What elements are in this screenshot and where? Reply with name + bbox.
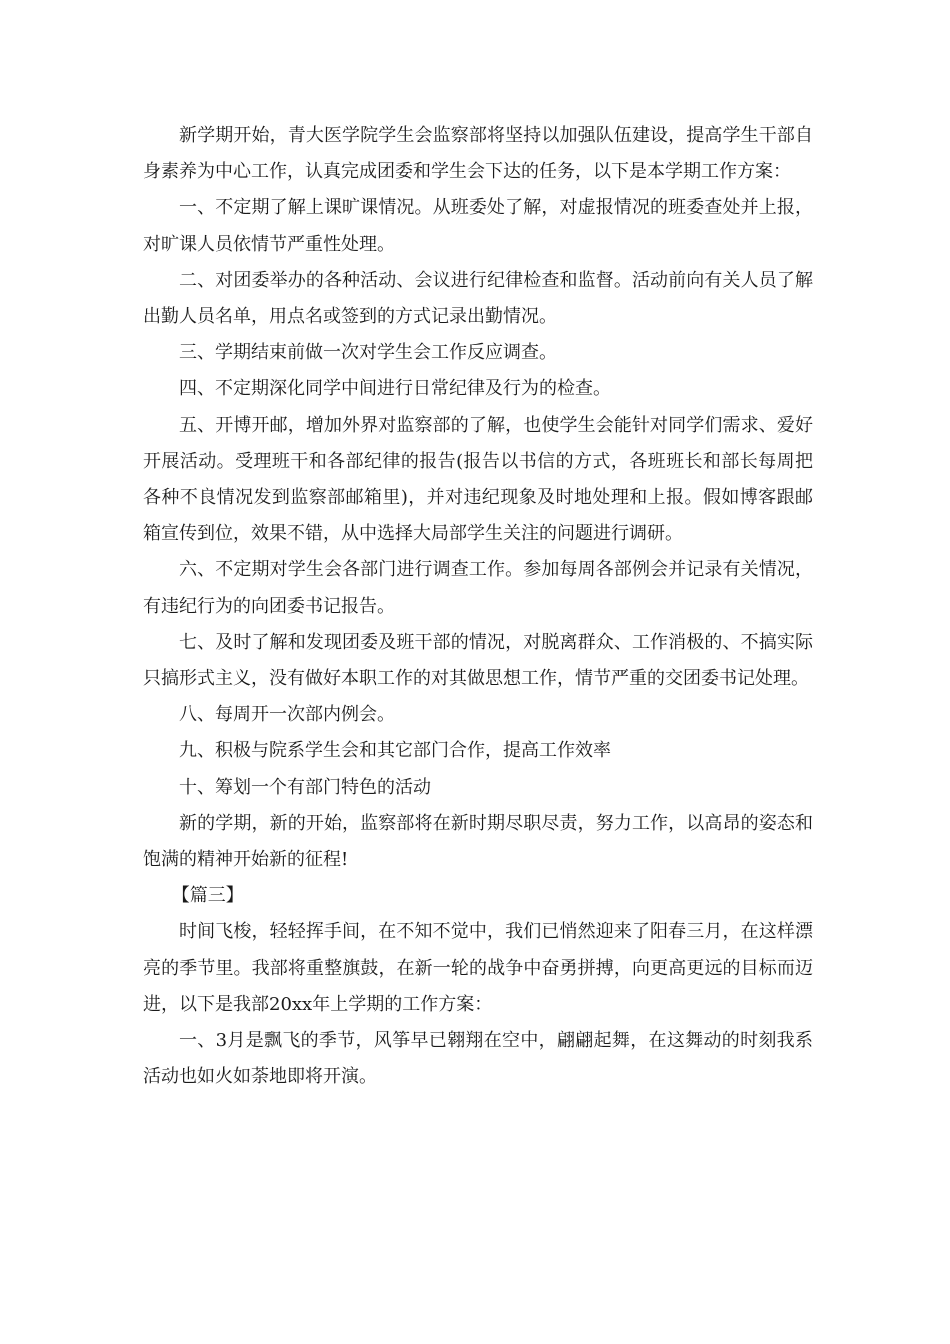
section-three-item-1: 一、3月是飘飞的季节，风筝早已翱翔在空中，翩翩起舞，在这舞动的时刻我系活动也如火如荼地即将开演。 bbox=[143, 1030, 813, 1088]
item-7-paragraph: 七、及时了解和发现团委及班干部的情况，对脱离群众、工作消极的、不搞实际只搞形式主义，没有做好本职工作的对其做思想工作，情节严重的交团委书记处理。 bbox=[143, 631, 813, 690]
item-6-paragraph: 六、不定期对学生会各部门进行调查工作。参加每周各部例会并记录有关情况，有违纪行为的向团委书记报告。 bbox=[143, 559, 813, 617]
intro-paragraph: 新学期开始，青大医学院学生会监察部将坚持以加强队伍建设，提高学生干部自身素养为中心工作，认真完成团委和学生会下达的任务，以下是本学期工作方案： bbox=[143, 125, 813, 183]
section-three-intro: 时间飞梭，轻轻挥手间，在不知不觉中，我们已悄然迎来了阳春三月，在这样漂亮的季节里。我部将重整旗鼓，在新一轮的战争中奋勇拼搏，向更高更远的目标而迈进，以下是我部20xx年上学期的工作方案： bbox=[143, 921, 813, 1015]
item-10-paragraph: 十、筹划一个有部门特色的活动 bbox=[179, 776, 431, 798]
section-heading: 【篇三】 bbox=[171, 885, 244, 907]
document-body bbox=[143, 118, 813, 1095]
closing-paragraph: 新的学期，新的开始，监察部将在新时期尽职尽责，努力工作，以高昂的姿态和饱满的精神开始新的征程! bbox=[143, 812, 813, 871]
item-4-paragraph: 四、不定期深化同学中间进行日常纪律及行为的检查。 bbox=[179, 378, 611, 400]
item-3-paragraph: 三、学期结束前做一次对学生会工作反应调查。 bbox=[179, 342, 557, 364]
item-9-paragraph: 九、积极与院系学生会和其它部门合作，提高工作效率 bbox=[179, 740, 611, 762]
item-2-paragraph: 二、对团委举办的各种活动、会议进行纪律检查和监督。活动前向有关人员了解出勤人员名单，用点名或签到的方式记录出勤情况。 bbox=[143, 269, 813, 328]
item-5-paragraph: 五、开博开邮，增加外界对监察部的了解，也使学生会能针对同学们需求、爱好开展活动。受理班干和各部纪律的报告(报告以书信的方式，各班班长和部长每周把各种不良情况发到监察部邮箱里)，并对违纪现象及时地处理和上报。假如博客跟邮箱宣传到位，效果不错，从中选择大局部学生关注的问题进行调研。 bbox=[143, 414, 813, 545]
item-1-paragraph: 一、不定期了解上课旷课情况。从班委处了解，对虚报情况的班委查处并上报，对旷课人员依情节严重性处理。 bbox=[143, 197, 813, 255]
item-8-paragraph: 八、每周开一次部内例会。 bbox=[179, 704, 395, 726]
